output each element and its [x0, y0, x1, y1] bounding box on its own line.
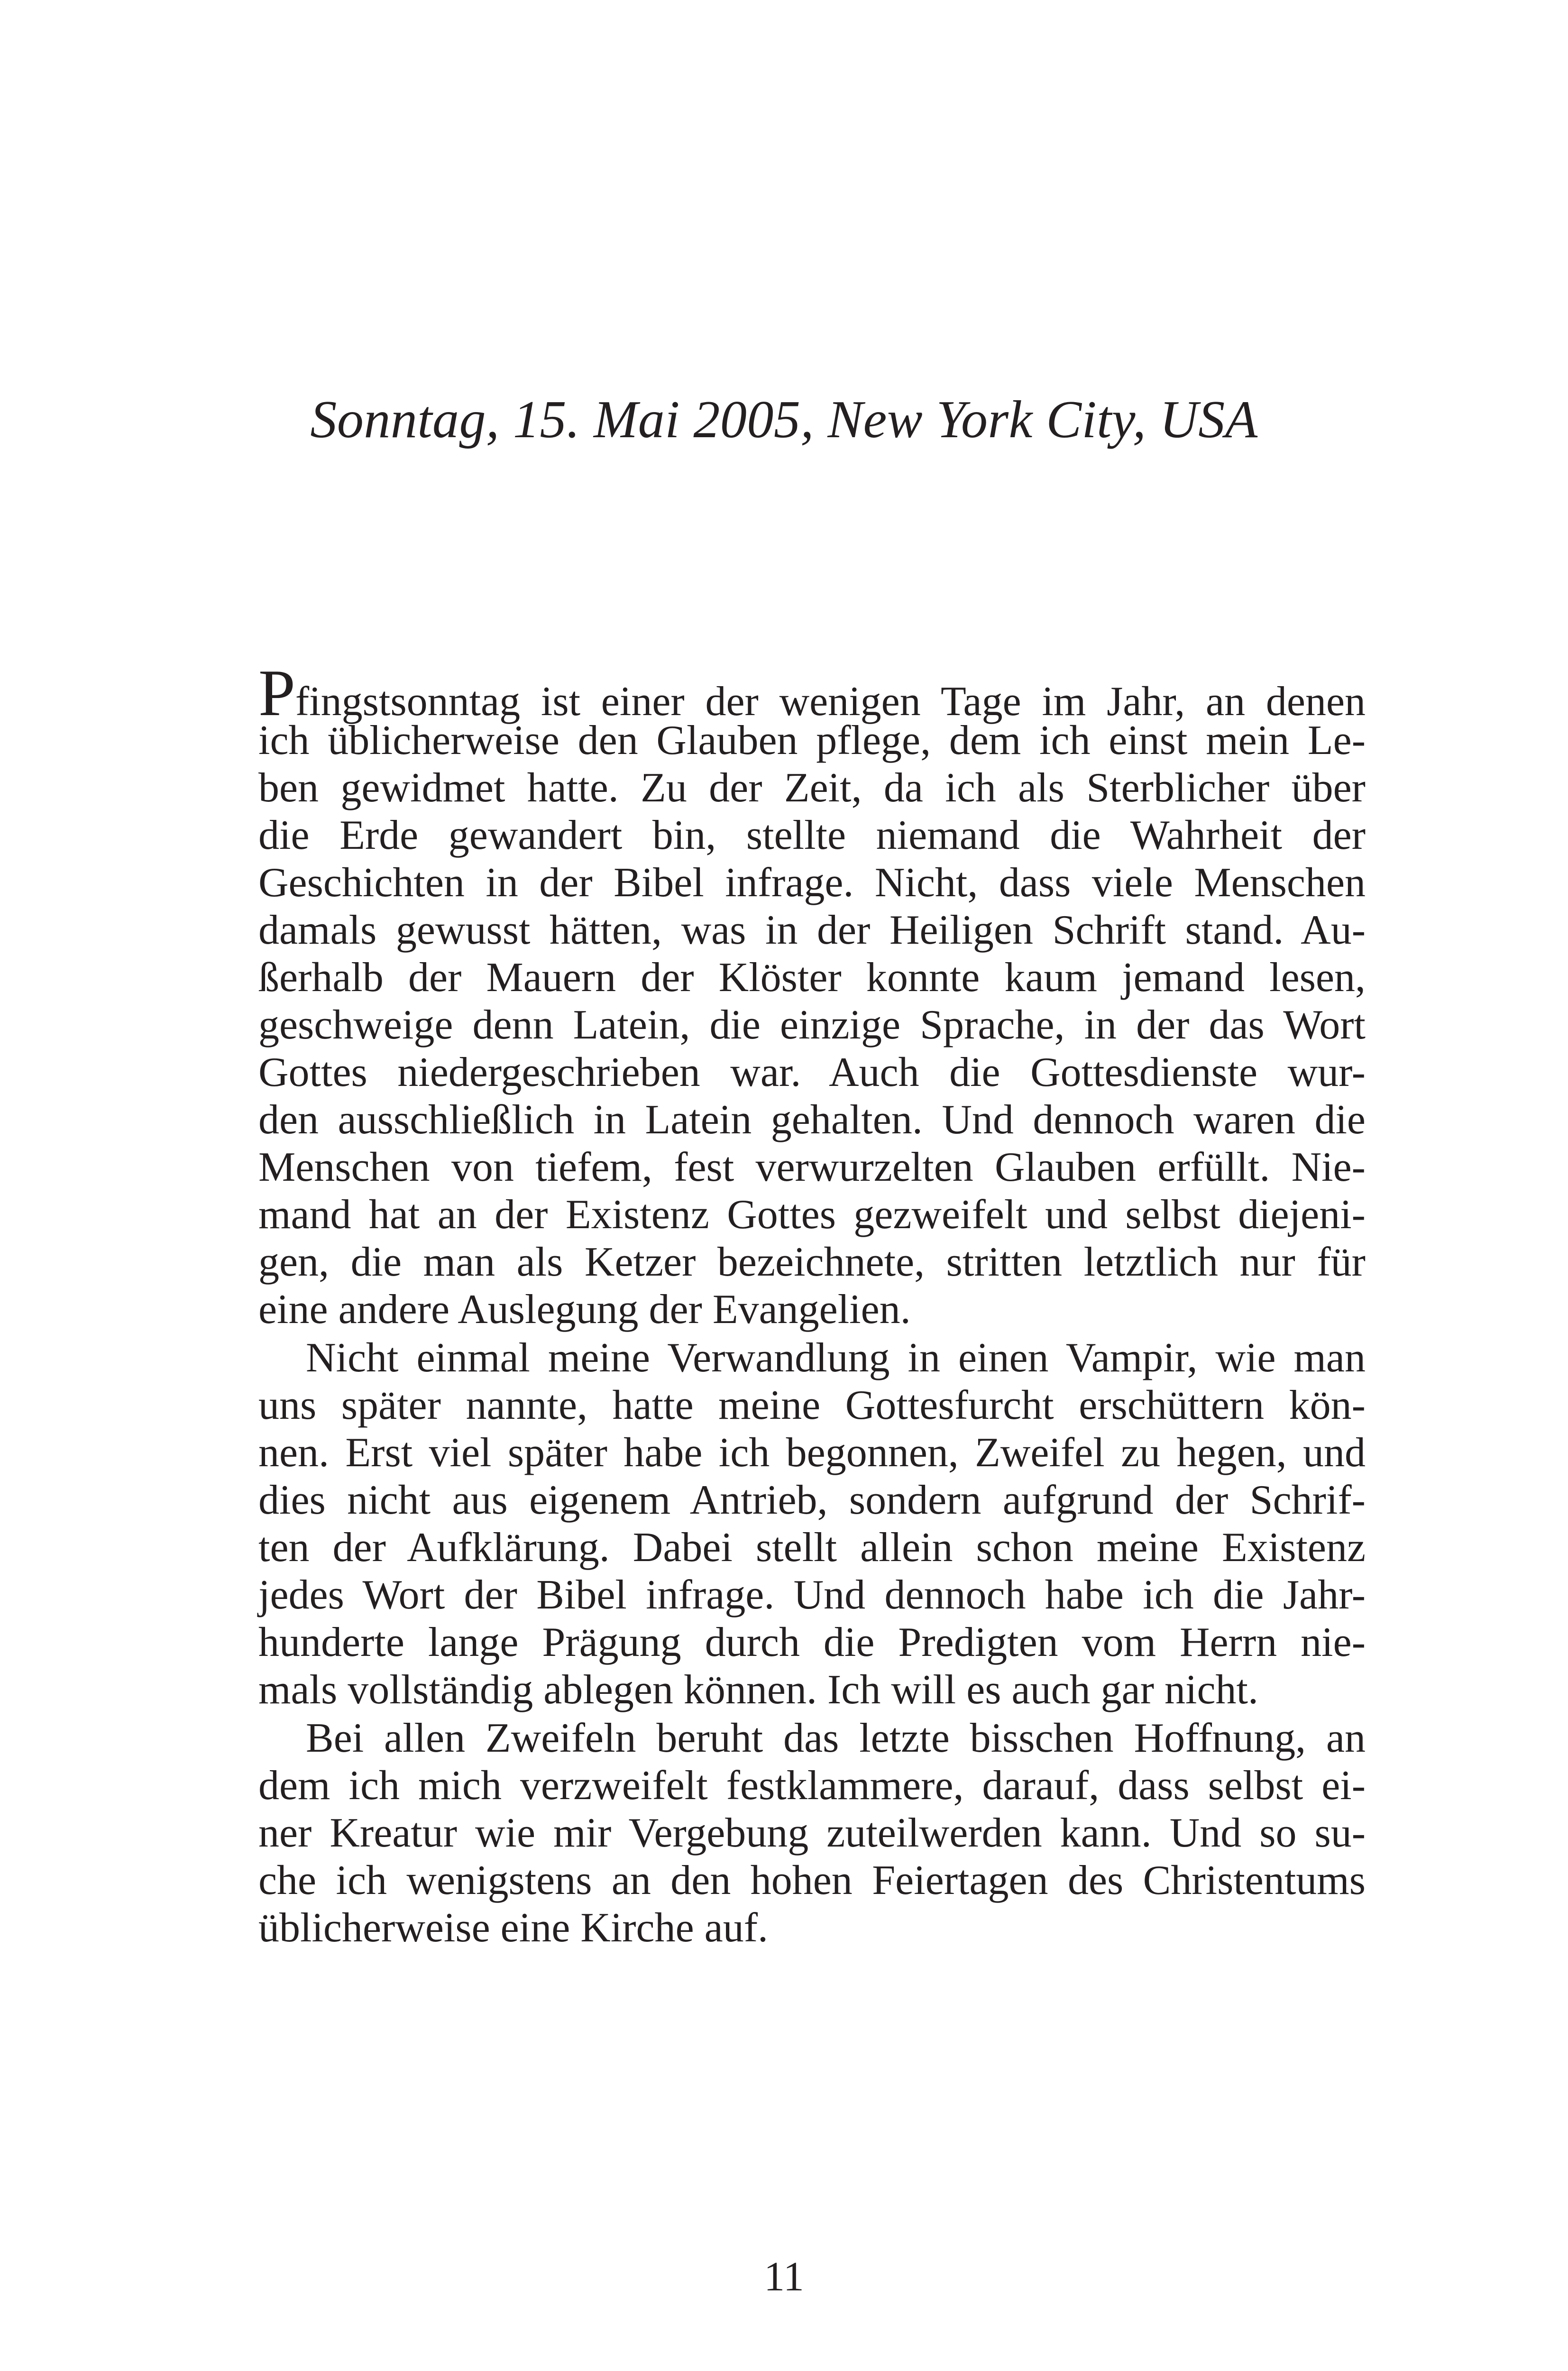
text-line: gen, die man als Ketzer bezeichnete, stritten letztlich nur für	[258, 1239, 1366, 1285]
paragraph	[258, 656, 1366, 1333]
page-number: 11	[764, 2254, 804, 2300]
text-line: dies nicht aus eigenem Antrieb, sondern aufgrund der Schrif-	[258, 1477, 1366, 1523]
text-line: mand hat an der Existenz Gottes gezweifelt und selbst diejeni-	[258, 1192, 1366, 1238]
text-line: Pfingstsonntag ist einer der wenigen Tage im Jahr, an denen	[258, 656, 1366, 730]
text-line: üblicherweise eine Kirche auf.	[258, 1905, 769, 1951]
text-line: damals gewusst hätten, was in der Heiligen Schrift stand. Au-	[258, 907, 1366, 953]
text-line: jedes Wort der Bibel infrage. Und dennoch habe ich die Jahr-	[258, 1572, 1366, 1618]
text-line: eine andere Auslegung der Evangelien.	[258, 1287, 911, 1333]
text-line: geschweige denn Latein, die einzige Sprache, in der das Wort	[258, 1002, 1366, 1048]
text-line: nen. Erst viel später habe ich begonnen, Zweifel zu hegen, und	[258, 1430, 1366, 1476]
paragraph	[258, 1715, 1366, 1952]
drop-cap: P	[258, 656, 295, 730]
text-line: hunderte lange Prägung durch die Predigten vom Herrn nie-	[258, 1619, 1366, 1665]
text-line: ner Kreatur wie mir Vergebung zuteilwerden kann. Und so su-	[258, 1810, 1366, 1856]
text-line: ich üblicherweise den Glauben pflege, dem ich einst mein Le-	[258, 717, 1366, 763]
text-line: ten der Aufklärung. Dabei stellt allein schon meine Existenz	[258, 1525, 1366, 1571]
text-line: die Erde gewandert bin, stellte niemand die Wahrheit der	[258, 812, 1366, 858]
paragraph	[258, 1334, 1366, 1714]
text-line: Geschichten in der Bibel infrage. Nicht, dass viele Menschen	[258, 860, 1366, 906]
text-line: Nicht einmal meine Verwandlung in einen Vampir, wie man	[306, 1335, 1366, 1381]
text-line: Gottes niedergeschrieben war. Auch die Gottesdienste wur-	[258, 1049, 1366, 1095]
body-text	[258, 656, 1366, 1952]
text-line: ben gewidmet hatte. Zu der Zeit, da ich als Sterblicher über	[258, 765, 1366, 811]
text-line: mals vollständig ablegen können. Ich will es auch gar nicht.	[258, 1667, 1258, 1713]
text-line: ßerhalb der Mauern der Klöster konnte kaum jemand lesen,	[258, 955, 1366, 1001]
text-line: dem ich mich verzweifelt festklammere, darauf, dass selbst ei-	[258, 1763, 1366, 1809]
text-line: Bei allen Zweifeln beruht das letzte bisschen Hoffnung, an	[306, 1715, 1366, 1761]
text-line: uns später nannte, hatte meine Gottesfurcht erschüttern kön-	[258, 1382, 1366, 1428]
text-line: den ausschließlich in Latein gehalten. Und dennoch waren die	[258, 1097, 1366, 1143]
chapter-heading: Sonntag, 15. Mai 2005, New York City, USA	[310, 390, 1258, 449]
text-line: Menschen von tiefem, fest verwurzelten Glauben erfüllt. Nie-	[258, 1144, 1366, 1190]
text-line: che ich wenigstens an den hohen Feiertagen des Christentums	[258, 1857, 1366, 1903]
